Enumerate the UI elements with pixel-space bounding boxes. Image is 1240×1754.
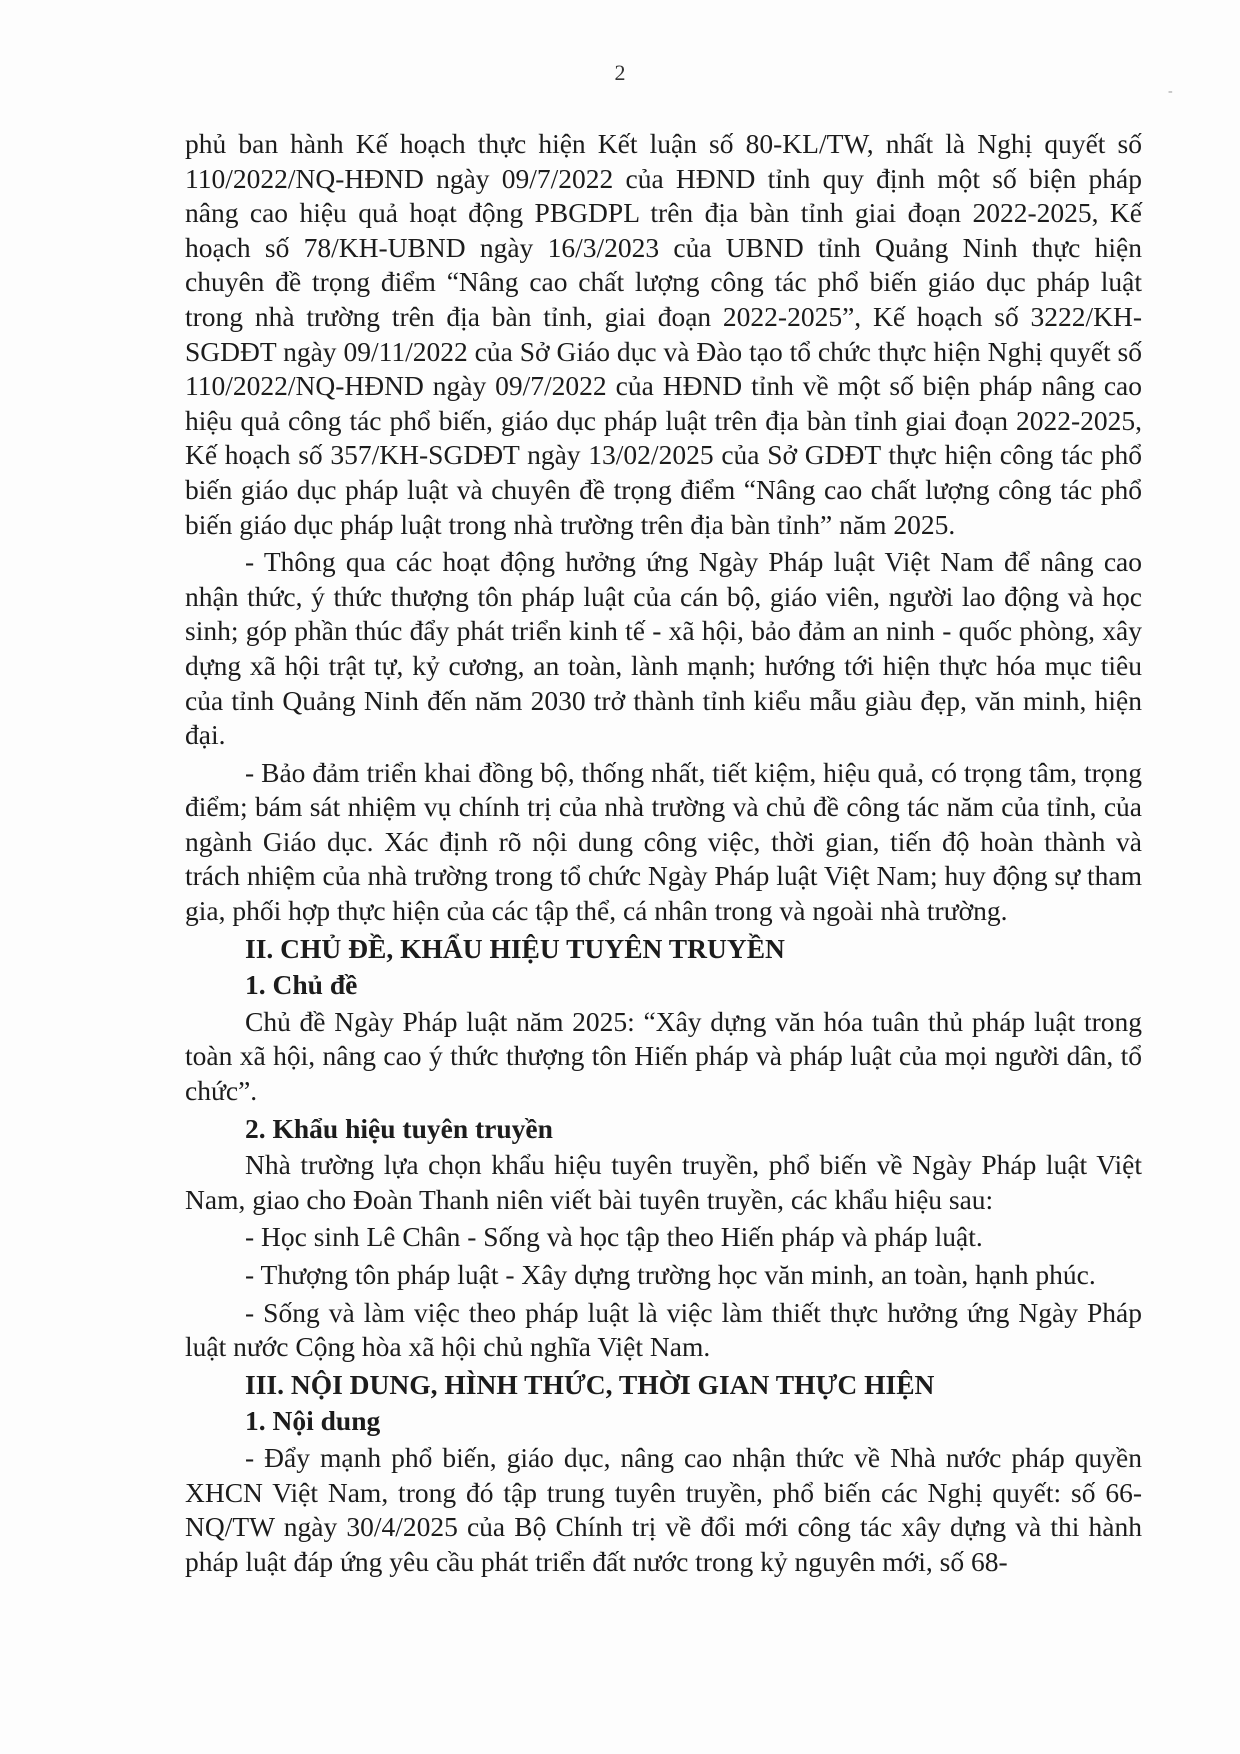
paragraph-theme: Chủ đề Ngày Pháp luật năm 2025: “Xây dựng văn hóa tuân thủ pháp luật trong toàn xã hội, nâng cao ý thức thượng tôn Hiến pháp và pháp luật của mọi người dân, tổ chức”. bbox=[185, 1005, 1142, 1107]
document-body bbox=[185, 127, 1142, 1582]
paragraph-content: - Đẩy mạnh phổ biến, giáo dục, nâng cao nhận thức về Nhà nước pháp quyền XHCN Việt Nam, trong đó tập trung tuyên truyền, phổ biến các Nghị quyết: số 66-NQ/TW ngày 30/4/2025 của Bộ Chính trị về đổi mới công tác xây dựng và thi hành pháp luật đáp ứng yêu cầu phát triển đất nước trong kỷ nguyên mới, số 68- bbox=[185, 1441, 1142, 1577]
subheading-theme: 1. Chủ đề bbox=[245, 969, 358, 1001]
paragraph-awareness: - Thông qua các hoạt động hưởng ứng Ngày Pháp luật Việt Nam để nâng cao nhận thức, ý thức thượng tôn pháp luật của cán bộ, giáo viên, người lao động và học sinh; góp phần thúc đẩy phát triển kinh tế - xã hội, bảo đảm an ninh - quốc phòng, xây dựng xã hội trật tự, kỷ cương, an toàn, lành mạnh; hướng tới hiện thực hóa mục tiêu của tỉnh Quảng Ninh đến năm 2030 trở thành tỉnh kiểu mẫu giàu đẹp, văn minh, hiện đại. bbox=[185, 546, 1142, 751]
section-heading-3: III. NỘI DUNG, HÌNH THỨC, THỜI GIAN THỰC HIỆN bbox=[245, 1368, 935, 1400]
slogan-item: - Học sinh Lê Chân - Sống và học tập theo Hiến pháp và pháp luật. bbox=[245, 1221, 983, 1253]
paragraph-slogans-intro: Nhà trường lựa chọn khẩu hiệu tuyên truyền, phổ biến về Ngày Pháp luật Việt Nam, giao cho Đoàn Thanh niên viết bài tuyên truyền, các khẩu hiệu sau: bbox=[185, 1149, 1142, 1215]
paragraph-continuation: phủ ban hành Kế hoạch thực hiện Kết luận số 80-KL/TW, nhất là Nghị quyết số 110/2022/NQ-HĐND ngày 09/7/2022 của HĐND tỉnh quy định một số biện pháp nâng cao hiệu quả hoạt động PBGDPL trên địa bàn tỉnh giai đoạn 2022-2025, Kế hoạch số 78/KH-UBND ngày 16/3/2023 của UBND tỉnh Quảng Ninh thực hiện chuyên đề trọng điểm “Nâng cao chất lượng công tác phổ biến giáo dục pháp luật trong nhà trường trên địa bàn tỉnh, giai đoạn 2022-2025”, Kế hoạch số 3222/KH-SGDĐT ngày 09/11/2022 của Sở Giáo dục và Đào tạo tổ chức thực hiện Nghị quyết số 110/2022/NQ-HĐND ngày 09/7/2022 của HĐND tỉnh về một số biện pháp nâng cao hiệu quả công tác phổ biến, giáo dục pháp luật trên địa bàn tỉnh giai đoạn 2022-2025, Kế hoạch số 357/KH-SGDĐT ngày 13/02/2025 của Sở GDĐT thực hiện công tác phổ biến giáo dục pháp luật và chuyên đề trọng điểm “Nâng cao chất lượng công tác phổ biến giáo dục pháp luật trong nhà trường trên địa bàn tỉnh” năm 2025. bbox=[185, 128, 1142, 540]
subheading-content: 1. Nội dung bbox=[245, 1405, 381, 1437]
section-heading-2: II. CHỦ ĐỀ, KHẨU HIỆU TUYÊN TRUYỀN bbox=[245, 932, 785, 964]
paragraph-implementation: - Bảo đảm triển khai đồng bộ, thống nhất, tiết kiệm, hiệu quả, có trọng tâm, trọng điểm; bám sát nhiệm vụ chính trị của nhà trường và chủ đề công tác năm của tỉnh, của ngành Giáo dục. Xác định rõ nội dung công việc, thời gian, tiến độ hoàn thành và trách nhiệm của nhà trường trong tổ chức Ngày Pháp luật Việt Nam; huy động sự tham gia, phối hợp thực hiện của các tập thể, cá nhân trong và ngoài nhà trường. bbox=[185, 756, 1142, 927]
subheading-slogans: 2. Khẩu hiệu tuyên truyền bbox=[245, 1112, 553, 1144]
corner-mark: - bbox=[1168, 84, 1173, 99]
page-number: 2 bbox=[614, 60, 626, 85]
slogan-item: - Sống và làm việc theo pháp luật là việc làm thiết thực hưởng ứng Ngày Pháp luật nước Cộng hòa xã hội chủ nghĩa Việt Nam. bbox=[185, 1296, 1142, 1363]
slogan-item: - Thượng tôn pháp luật - Xây dựng trường học văn minh, an toàn, hạnh phúc. bbox=[245, 1259, 1096, 1290]
